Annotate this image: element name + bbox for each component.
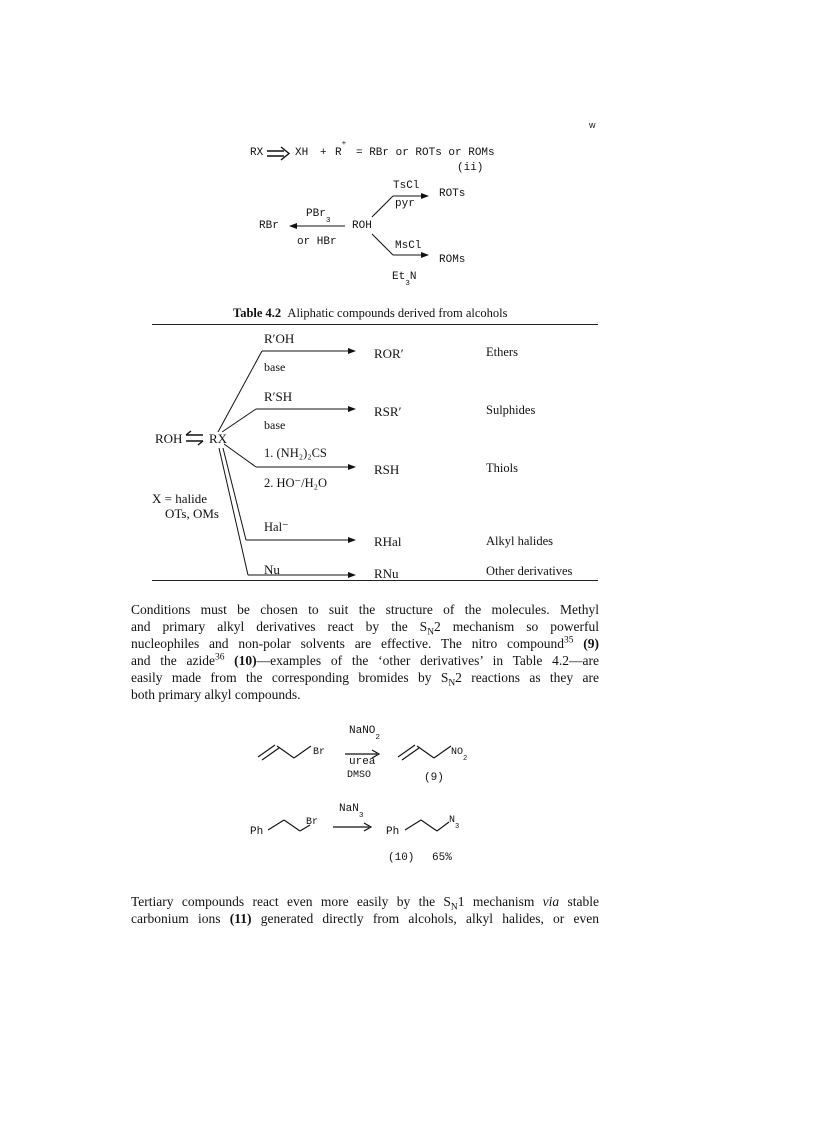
condition-thiols: 2. HO⁻/H₂O xyxy=(264,476,328,490)
reagent-other: Nu xyxy=(264,562,280,577)
dmso-solvent: DMSO xyxy=(347,770,372,781)
roh-center: ROH xyxy=(352,220,372,232)
rbr-product: RBr xyxy=(259,220,279,232)
table-roh: ROH xyxy=(155,431,183,446)
x-definition-2: OTs, OMs xyxy=(165,506,219,521)
phenyl-product-label: Ph xyxy=(386,826,400,838)
yield-label: 65% xyxy=(432,852,452,864)
et3n-reagent: $Et_3N$ xyxy=(392,271,417,289)
azide-reaction-arrow xyxy=(333,823,371,831)
nan3-reagent: NaN$_3$ xyxy=(339,803,364,821)
plus-sign: + xyxy=(320,147,327,159)
table-caption: Table 4.2 Aliphatic compounds derived from alcohols xyxy=(233,306,508,320)
paragraph-line: and the azide$^{36}$ (10)—examples of the ‘other derivatives’ in Table 4.2—are xyxy=(131,652,600,668)
reagent-sulphides: R′SH xyxy=(264,389,293,404)
reagent-ethers: R′OH xyxy=(264,331,295,346)
hbr-reagent: or HBr xyxy=(297,236,337,248)
tscl-reagent: TsCl xyxy=(393,180,420,192)
r-cation: R+ xyxy=(335,140,347,159)
cation-charge: + xyxy=(341,140,347,149)
scheme-label-ii: (ii) xyxy=(457,162,484,174)
condition-sulphides: base xyxy=(264,418,286,432)
product-sulphides: RSR′ xyxy=(374,404,402,419)
reagent-thiols: 1. (NH₂)₂CS xyxy=(264,446,327,460)
pyr-reagent: pyr xyxy=(395,198,415,210)
paragraph-line: easily made from the corresponding bromides by $S_N2$ reactions as they are xyxy=(131,670,599,689)
roms-product: ROMs xyxy=(439,254,466,266)
azide-br-label: Br xyxy=(306,817,319,828)
reagent-halides: Hal⁻ xyxy=(264,520,289,534)
rots-product: ROTs xyxy=(439,188,466,200)
condition-ethers: base xyxy=(264,360,286,374)
urea-reagent: urea xyxy=(349,756,376,768)
nitro-br-label: Br xyxy=(313,747,326,758)
nano2-reagent: NaNO$_2$ xyxy=(349,725,381,743)
class-ethers: Ethers xyxy=(486,345,518,359)
compound-10-label: (10) xyxy=(388,852,415,864)
rx-label: RX xyxy=(250,147,264,159)
xh-label: XH xyxy=(295,147,309,159)
phenyl-label: Ph xyxy=(250,826,264,838)
product-thiols: RSH xyxy=(374,462,400,477)
paragraph-line: and primary alkyl derivatives react by the $S_N2$ mechanism so powerful xyxy=(131,619,600,638)
class-other: Other derivatives xyxy=(486,564,573,578)
product-halides: RHal xyxy=(374,534,402,549)
class-sulphides: Sulphides xyxy=(486,403,536,417)
paragraph-line: carbonium ions (11) generated directly from alcohols, alkyl halides, or even xyxy=(131,911,600,926)
product-ethers: ROR′ xyxy=(374,346,404,361)
paragraph-tertiary xyxy=(131,893,599,927)
nitro-group-label: $NO_2$ xyxy=(451,747,468,763)
paragraph-line: both primary alkyl compounds. xyxy=(131,687,301,702)
table-rx: RX xyxy=(209,431,228,446)
x-definition-1: X = halide xyxy=(152,491,207,506)
phenethyl-bromide-structure xyxy=(268,820,310,831)
mscl-reagent: MsCl xyxy=(395,240,422,252)
azide-group-label: $N_3$ xyxy=(449,815,460,831)
phenethyl-azide-structure xyxy=(405,820,449,831)
paragraph-line: nucleophiles and non-polar solvents are effective. The nitro compound$^{35}$ (9) xyxy=(131,635,599,651)
class-thiols: Thiols xyxy=(486,461,518,475)
compound-9-label: (9) xyxy=(424,772,444,784)
paragraph-line: Conditions must be chosen to suit the structure of the molecules. Methyl xyxy=(131,602,599,617)
page-corner-mark: w xyxy=(589,120,596,130)
product-other: RNu xyxy=(374,566,399,581)
paragraph-line: Tertiary compounds react even more easily by the $S_N1$ mechanism via stable xyxy=(131,894,600,913)
class-halides: Alkyl halides xyxy=(486,534,554,548)
pbr3-reagent: PBr$_3$ xyxy=(306,208,331,226)
equivalents-list: = RBr or ROTs or ROMs xyxy=(356,147,495,159)
